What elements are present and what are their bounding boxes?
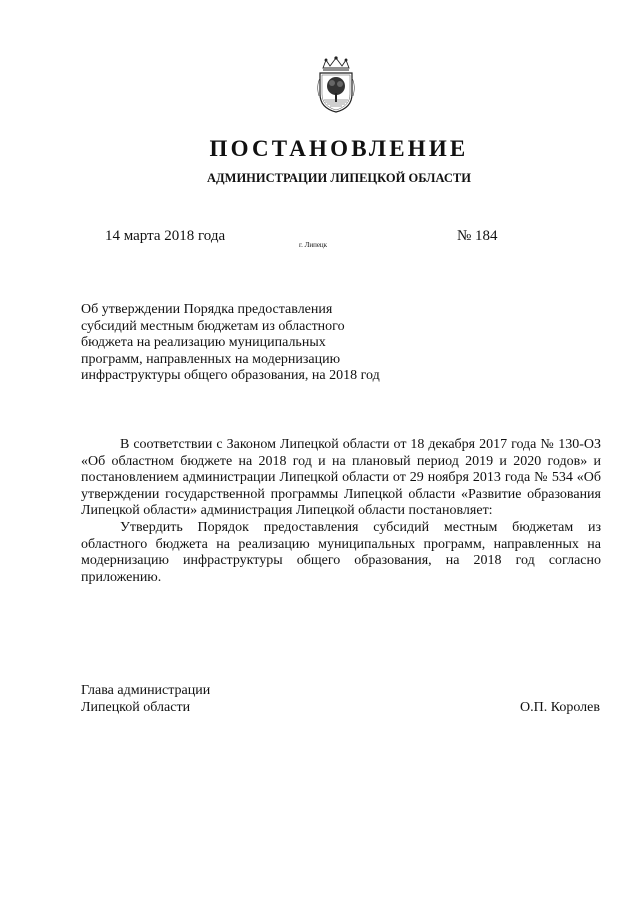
subject-line: Об утверждении Порядка предоставления xyxy=(81,302,333,317)
signatory-position xyxy=(81,683,210,716)
position-line: Глава администрации xyxy=(81,683,211,698)
document-subject xyxy=(81,302,441,385)
lipetsk-coat-of-arms-icon xyxy=(314,56,358,114)
subject-line: инфраструктуры общего образования, на 2018 год xyxy=(81,368,380,384)
subject-line: бюджета на реализацию муниципальных xyxy=(81,335,326,351)
position-line: Липецкой области xyxy=(81,699,191,715)
document-body xyxy=(81,437,601,586)
body-paragraph: Утвердить Порядок предоставления субсидий местным бюджетам из областного бюджета на реализацию муниципальных программ, направленных на модернизацию инфраструктуры общего образования, на 2018 год согласно приложению. xyxy=(81,519,601,585)
subject-line: программ, направленных на модернизацию xyxy=(81,351,341,367)
document-date: 14 марта 2018 года xyxy=(105,228,226,244)
document-title: ПОСТАНОВЛЕНИЕ xyxy=(209,136,469,161)
document-city: г. Липецк xyxy=(299,241,328,249)
issuing-authority: АДМИНИСТРАЦИИ ЛИПЕЦКОЙ ОБЛАСТИ xyxy=(207,171,471,185)
body-paragraph: В соответствии с Законом Липецкой области от 18 декабря 2017 года № 130-ОЗ «Об областном бюджете на 2018 год и на плановый период 2019 и 2020 годов» и постановлением администрации Липецкой области от 29 ноября 2013 года № 534 «Об утверждении государственной программы Липецкой области «Развитие образования Липецкой области» администрация Липецкой области постановляет: xyxy=(81,437,601,519)
document-number: № 184 xyxy=(457,228,498,244)
subject-line: субсидий местным бюджетам из областного xyxy=(81,318,345,334)
signatory-name: О.П. Королев xyxy=(520,700,600,715)
